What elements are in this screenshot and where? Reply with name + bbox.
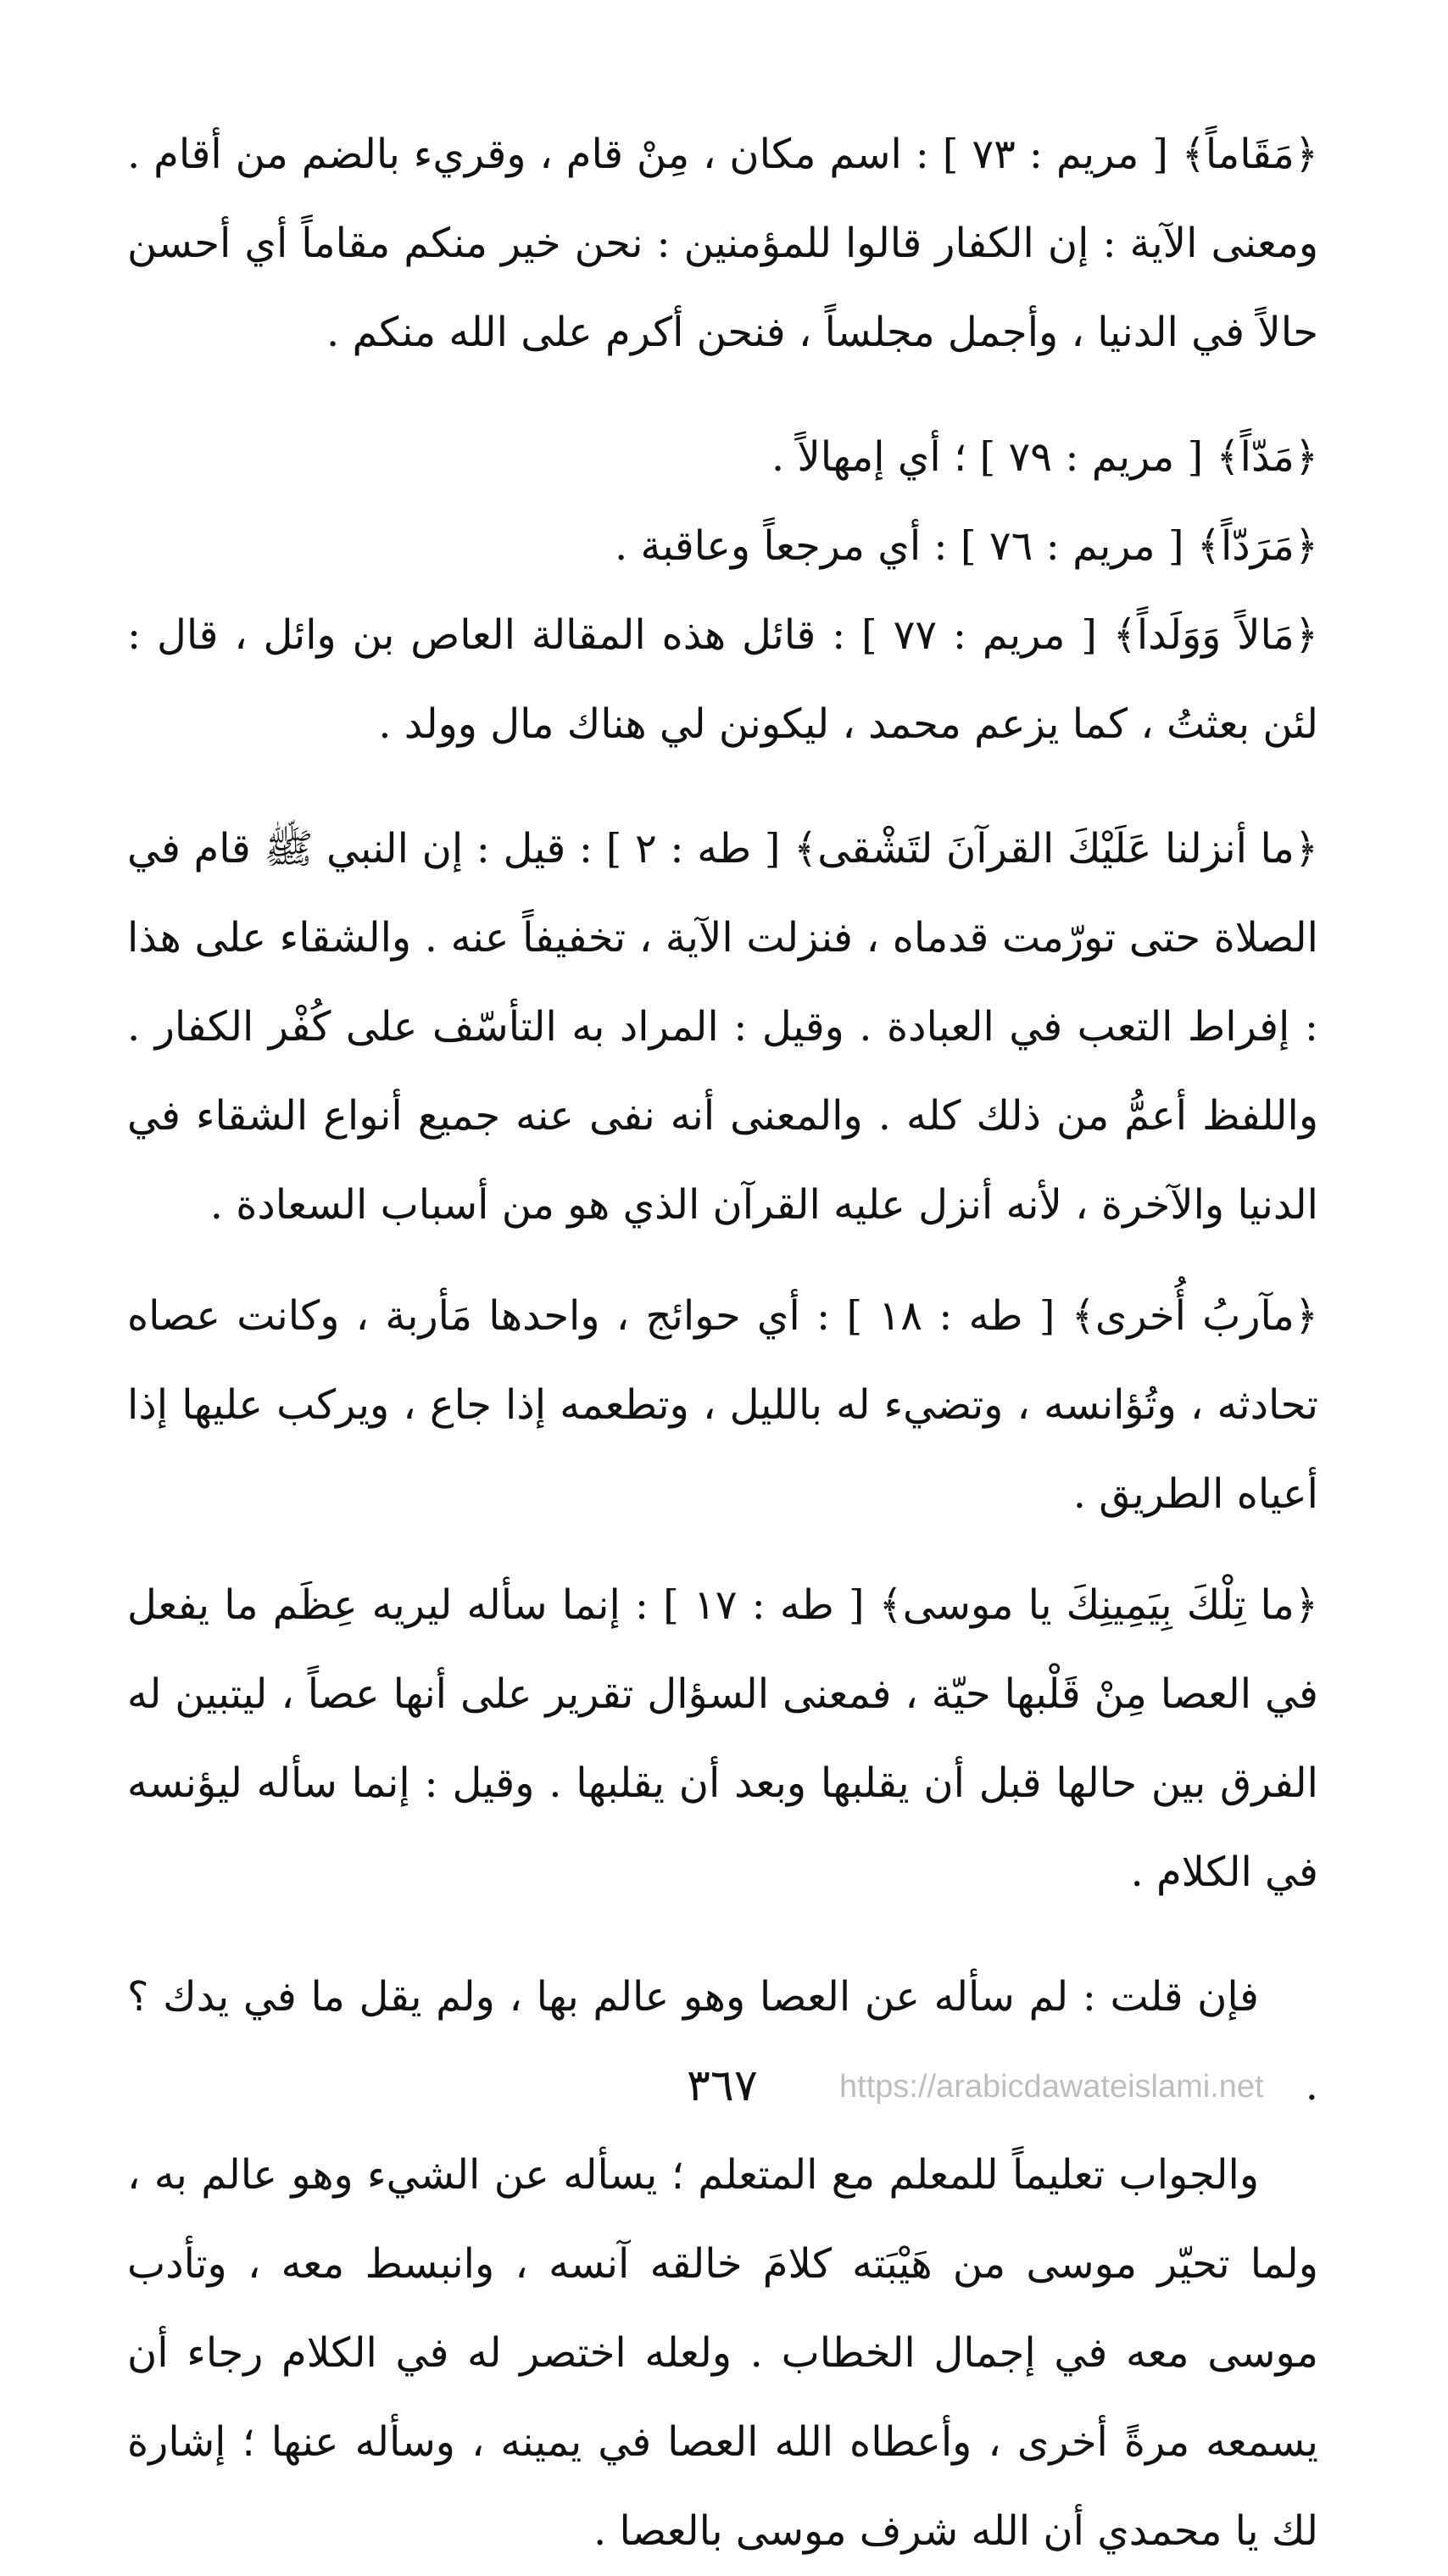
page-body xyxy=(127,110,1318,2576)
paragraph-madda: ﴿مَدّاً﴾ [ مريم : ٧٩ ] ؛ أي إمهالاً . xyxy=(771,433,1318,481)
paragraph-answer: والجواب تعليماً للمعلم مع المتعلم ؛ يسأله عن الشيء وهو عالم به ، ولما تحيّر موسى من هَيْبَته كلامَ خالقه آنسه ، وانبسط معه ، وتأدب موسى معه في إجمال الخطاب . ولعله اختصر له في الكلام رجاء أن يسمعه مرةً أخرى ، وأعطاه الله العصا في يمينه ، وسأله عنها ؛ إشارة لك يا محمدي أن الله شرف موسى بالعصا . xyxy=(127,2151,1318,2555)
website-watermark: https://arabicdawateislami.net xyxy=(839,2069,1264,2105)
paragraph-malan-wawaladan: ﴿مَالاً وَوَلَداً﴾ [ مريم : ٧٧ ] : قائل هذه المقالة العاص بن وائل ، قال : لئن بعثتُ ، كما يزعم محمد ، ليكونن لي هناك مال وولد . xyxy=(127,611,1318,748)
paragraph-maradda: ﴿مَرَدّاً﴾ [ مريم : ٧٦ ] : أي مرجعاً وعاقبة . xyxy=(614,522,1318,570)
paragraph-ma-tilka: ﴿ما تِلْكَ بِيَمِينِكَ يا موسى﴾ [ طه : ١٧ ] : إنما سأله ليريه عِظَم ما يفعل في العصا مِنْ قَلْبها حيّة ، فمعنى السؤال تقرير على أنها عصاً ، ليتبين له الفرق بين حالها قبل أن يقلبها وبعد أن يقلبها . وقيل : إنما سأله ليؤنسه في الكلام . xyxy=(127,1581,1318,1896)
paragraph-question: فإن قلت : لم سأله عن العصا وهو عالم بها ، ولم يقل ما في يدك ؟ . xyxy=(127,1973,1318,2110)
paragraph-maqam: ﴿مَقَاماً﴾ [ مريم : ٧٣ ] : اسم مكان ، مِنْ قام ، وقريء بالضم من أقام . ومعنى الآية : إن الكفار قالوا للمؤمنين : نحن خير منكم مقاماً أي أحسن حالاً في الدنيا ، وأجمل مجلساً ، فنحن أكرم على الله منكم . xyxy=(127,131,1318,356)
page-number: ٣٦٧ xyxy=(687,2060,758,2111)
paragraph-maarib: ﴿مآربُ أُخرى﴾ [ طه : ١٨ ] : أي حوائج ، واحدها مَأربة ، وكانت عصاه تحادثه ، وتُؤانسه ، وتضيء له بالليل ، وتطعمه إذا جاع ، ويركب عليها إذا أعياه الطريق . xyxy=(127,1292,1318,1518)
page-footer xyxy=(0,2052,1448,2120)
paragraph-ma-anzalna: ﴿ما أنزلنا عَلَيْكَ القرآنَ لتَشْقى﴾ [ طه : ٢ ] : قيل : إن النبي ﷺ قام في الصلاة حتى تورّمت قدماه ، فنزلت الآية ، تخفيفاً عنه . والشقاء على هذا : إفراط التعب في العبادة . وقيل : المراد به التأسّف على كُفْر الكفار . واللفظ أعمُّ من ذلك كله . والمعنى أنه نفى عنه جميع أنواع الشقاء في الدنيا والآخرة ، لأنه أنزل عليه القرآن الذي هو من أسباب السعادة . xyxy=(127,825,1319,1229)
